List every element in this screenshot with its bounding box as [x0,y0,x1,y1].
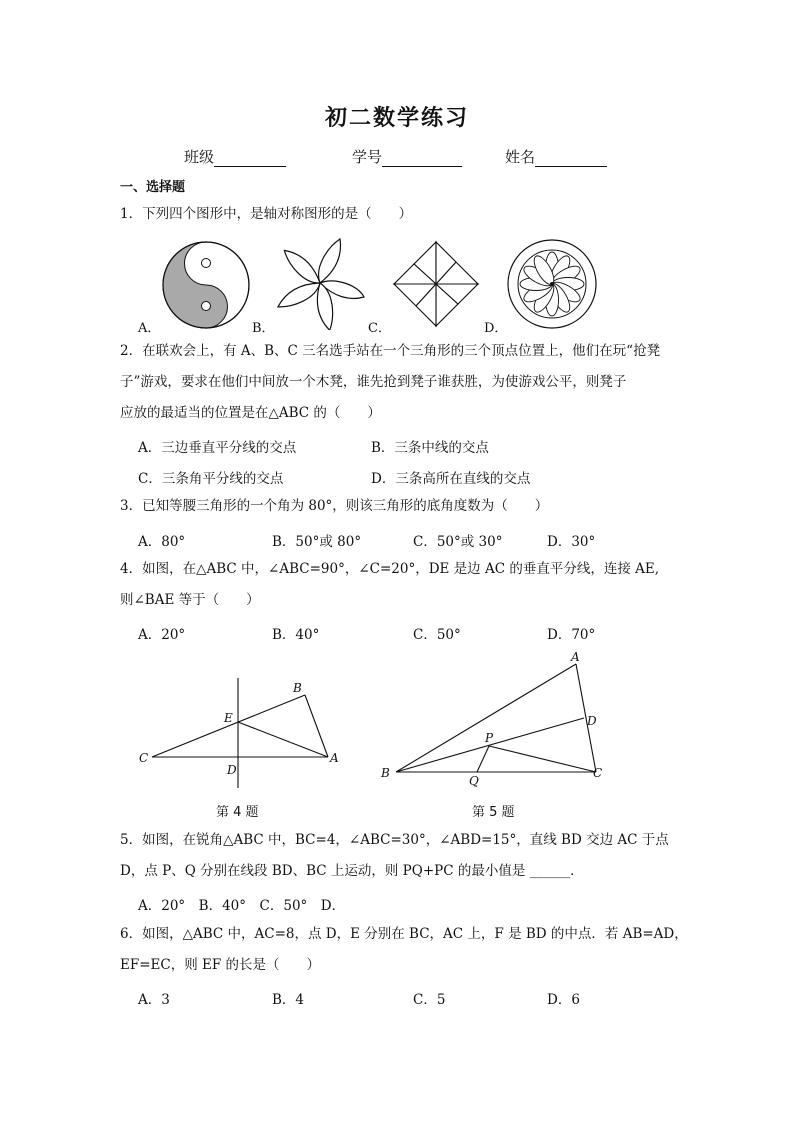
label-e: E [224,711,233,725]
page-title: 初二数学练习 [324,106,469,131]
name-field [505,146,607,167]
q5-line-2: D，点 P、Q 分别在线段 BD、BC 上运动，则 PQ+PC 的最小值是 ______． [120,863,584,879]
name-blank[interactable] [535,150,607,167]
flower-rosette-icon [506,238,598,330]
id-field [352,146,462,167]
section-heading: 一、选择题 [120,180,186,195]
figure-5-caption: 第 5 题 [472,805,515,820]
label-p: P [485,731,494,745]
q3-option-b[interactable]: B．50°或 80° [272,534,362,550]
q4-line-2: 则∠BAE 等于（ ） [120,592,260,608]
q3-option-c[interactable]: C．50°或 30° [413,534,503,550]
q4-option-c[interactable]: C．50° [413,627,461,643]
q3-text: 3．已知等腰三角形的一个角为 80°，则该三角形的底角度数为（ ） [120,498,549,514]
q6-option-b[interactable]: B．4 [272,992,305,1008]
q2-option-a[interactable]: A．三边垂直平分线的交点 [138,440,297,456]
q2-option-d[interactable]: D．三条高所在直线的交点 [371,471,531,487]
label-c: C [593,766,603,780]
segment-bd [396,718,584,772]
five-petal-pinwheel-icon [274,236,366,330]
figure-4-diagram [130,672,350,794]
q6-option-a[interactable]: A．3 [138,992,170,1008]
label-d: D [227,763,237,777]
q3-option-d[interactable]: D．30° [547,534,596,550]
class-blank[interactable] [214,150,286,167]
class-field [184,146,286,167]
q6-line-1: 6．如图，△ABC 中，AC=8，点 D，E 分别在 BC，AC 上，F 是 BD 的中点．若 AB=AD， [120,926,688,942]
paper-pinwheel-icon [390,238,482,330]
label-a: A [571,650,580,664]
q5-options[interactable]: A．20° B．40° C．50° D． [138,898,346,914]
segment-pc [489,746,596,772]
label-c: C [139,751,149,765]
yin-yang-icon [160,240,256,330]
figure-4-caption: 第 4 题 [216,805,259,820]
label-b: B [293,681,302,695]
q2-line-3: 应放的最适当的位置是在△ABC 的（ ） [120,405,381,421]
name-label: 姓名 [505,148,536,166]
segment-ba [305,695,328,757]
figure-5-diagram [376,650,616,792]
q6-line-2: EF=EC，则 EF 的长是（ ） [120,957,321,973]
q2-option-c[interactable]: C．三条角平分线的交点 [138,471,284,487]
segment-ea [238,722,328,757]
label-d: D [587,714,597,728]
q1-option-a[interactable]: A． [138,321,161,336]
q2-option-b[interactable]: B．三条中线的交点 [371,440,489,456]
id-blank[interactable] [382,150,462,167]
id-label: 学号 [352,148,383,166]
q5-line-1: 5．如图，在锐角△ABC 中，BC=4，∠ABC=30°，∠ABD=15°，直线 BD 交边 AC 于点 [120,832,669,848]
q4-line-1: 4．如图，在△ABC 中，∠ABC=90°，∠C=20°，DE 是边 AC 的垂直平分线，连接 AE, [120,561,660,577]
segment-pq [477,746,489,772]
q1-text: 1．下列四个图形中，是轴对称图形的是（ ） [120,206,413,222]
q4-option-d[interactable]: D．70° [547,627,596,643]
q6-option-d[interactable]: D．6 [547,992,580,1008]
segment-cb [152,695,305,757]
q2-line-1: 2．在联欢会上，有 A、B、C 三名选手站在一个三角形的三个顶点位置上，他们在玩“抢凳 [120,343,661,359]
label-a: A [330,751,339,765]
q3-option-a[interactable]: A．80° [138,534,186,550]
q4-option-a[interactable]: A．20° [138,627,186,643]
q4-option-b[interactable]: B．40° [272,627,320,643]
q1-option-d[interactable]: D． [484,321,508,336]
label-q: Q [469,774,479,788]
segment-ba [396,664,576,772]
label-b: B [381,766,390,780]
q1-option-c[interactable]: C． [368,321,391,336]
q6-option-c[interactable]: C．5 [413,992,446,1008]
class-label: 班级 [184,148,215,166]
q1-option-b[interactable]: B． [252,321,275,336]
q2-line-2: 子”游戏，要求在他们中间放一个木凳，谁先抢到凳子谁获胜，为使游戏公平，则凳子 [120,374,627,390]
